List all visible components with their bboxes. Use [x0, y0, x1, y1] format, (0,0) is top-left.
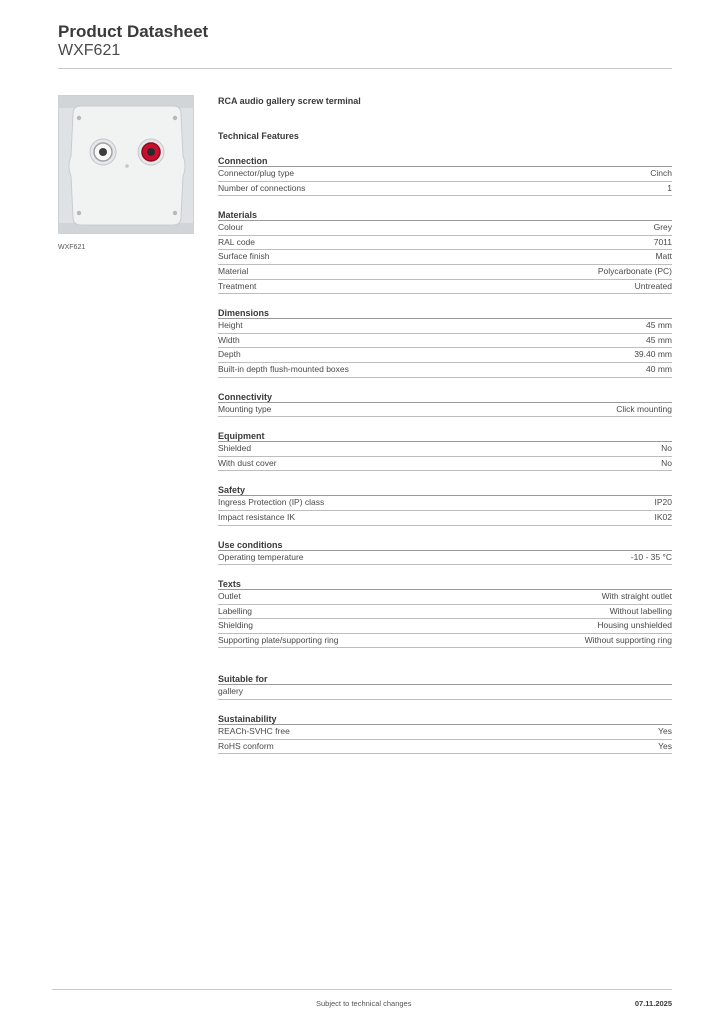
section-title: Equipment — [218, 431, 672, 442]
footer-date: 07.11.2025 — [634, 999, 672, 1008]
header-divider — [58, 68, 672, 69]
spec-row — [218, 221, 672, 236]
section-connectivity — [218, 392, 672, 418]
spec-value: Yes — [658, 726, 672, 737]
spec-row — [218, 265, 672, 280]
spec-label: Operating temperature — [218, 551, 304, 562]
spec-value: 1 — [667, 182, 672, 193]
spec-row — [218, 363, 672, 378]
section-use-conditions — [218, 540, 672, 566]
spec-row — [218, 740, 672, 755]
spec-row — [218, 685, 672, 700]
spec-value: No — [661, 443, 672, 454]
technical-features-title: Technical Features — [218, 131, 299, 141]
section-suitable-for — [218, 674, 672, 700]
spec-value: With straight outlet — [601, 591, 672, 602]
spec-row — [218, 442, 672, 457]
spec-row — [218, 167, 672, 182]
spec-value: No — [661, 457, 672, 468]
section-title: Suitable for — [218, 674, 672, 685]
spec-value: Without labelling — [609, 605, 672, 616]
section-title: Connection — [218, 156, 672, 167]
spec-row — [218, 403, 672, 418]
spec-value: 39.40 mm — [634, 349, 672, 360]
spec-value: Yes — [658, 740, 672, 751]
spec-label: Labelling — [218, 605, 253, 616]
datasheet-content — [218, 95, 672, 754]
spec-label: Width — [218, 334, 240, 345]
spec-row — [218, 605, 672, 620]
spec-label: Shielded — [218, 443, 252, 454]
footer-divider — [52, 989, 672, 990]
spec-label: Mounting type — [218, 403, 272, 414]
spec-row — [218, 634, 672, 649]
section-texts — [218, 579, 672, 648]
page-header — [58, 22, 208, 60]
spec-label: RoHS conform — [218, 740, 274, 751]
photo-caption: WXF621 — [58, 244, 86, 251]
spec-label: Outlet — [218, 591, 241, 602]
spec-label: gallery — [218, 686, 244, 697]
spec-label: Shielding — [218, 620, 253, 631]
spec-label: Colour — [218, 222, 244, 233]
spec-label: Depth — [218, 349, 241, 360]
spec-label: Ingress Protection (IP) class — [218, 497, 325, 508]
spec-row — [218, 511, 672, 526]
spec-row — [218, 496, 672, 511]
feature-sections — [218, 156, 672, 754]
spec-value: 40 mm — [646, 363, 672, 374]
spec-row — [218, 319, 672, 334]
spec-label: Surface finish — [218, 251, 270, 262]
spec-value: Untreated — [634, 280, 672, 291]
spec-row — [218, 590, 672, 605]
section-sustainability — [218, 714, 672, 754]
spec-label: REACh-SVHC free — [218, 726, 290, 737]
spec-label: Impact resistance IK — [218, 511, 296, 522]
spec-label: Connector/plug type — [218, 168, 295, 178]
product-name: RCA audio gallery screw terminal — [218, 96, 361, 106]
spec-row — [218, 334, 672, 349]
spec-value: 7011 — [653, 236, 672, 247]
spec-label: Height — [218, 320, 243, 331]
spec-value: Grey — [653, 222, 672, 233]
rca-socket-image — [59, 96, 194, 234]
spec-row — [218, 182, 672, 197]
product-photo — [58, 95, 194, 234]
spec-value: -10 - 35 °C — [630, 551, 672, 562]
section-safety — [218, 485, 672, 525]
section-connection — [218, 156, 672, 196]
spec-label: Material — [218, 265, 249, 276]
spec-label: With dust cover — [218, 457, 277, 468]
spec-value: 45 mm — [646, 320, 672, 331]
spec-row — [218, 619, 672, 634]
spec-value: Polycarbonate (PC) — [597, 265, 672, 276]
spec-value: Housing unshielded — [597, 620, 672, 631]
spec-value: IP20 — [654, 497, 672, 508]
section-dimensions — [218, 308, 672, 377]
spec-row — [218, 250, 672, 265]
section-title: Materials — [218, 210, 672, 221]
section-title: Connectivity — [218, 392, 672, 403]
section-title: Dimensions — [218, 308, 672, 319]
footer-note: Subject to technical changes — [316, 999, 412, 1008]
spec-label: Built-in depth flush-mounted boxes — [218, 363, 349, 374]
section-title: Safety — [218, 485, 672, 496]
spec-row — [218, 280, 672, 295]
section-title: Sustainability — [218, 714, 672, 725]
spec-value: Matt — [655, 251, 672, 262]
spec-value: Without supporting ring — [584, 634, 672, 645]
spec-label: Treatment — [218, 280, 257, 291]
spec-row — [218, 348, 672, 363]
spec-label: RAL code — [218, 236, 256, 247]
spec-row — [218, 457, 672, 472]
section-materials — [218, 210, 672, 294]
section-title: Use conditions — [218, 540, 672, 551]
spec-value: 45 mm — [646, 334, 672, 345]
spec-row — [218, 725, 672, 740]
spec-value: IK02 — [654, 511, 672, 522]
section-title: Texts — [218, 579, 672, 590]
product-code: WXF621 — [58, 42, 121, 59]
spec-value: Click mounting — [616, 403, 672, 414]
spec-row — [218, 236, 672, 251]
spec-label: Supporting plate/supporting ring — [218, 634, 339, 645]
spec-row — [218, 551, 672, 566]
spec-label: Number of connections — [218, 182, 306, 193]
section-equipment — [218, 431, 672, 471]
spec-value: Cinch — [650, 168, 672, 178]
page-title: Product Datasheet — [58, 22, 209, 41]
